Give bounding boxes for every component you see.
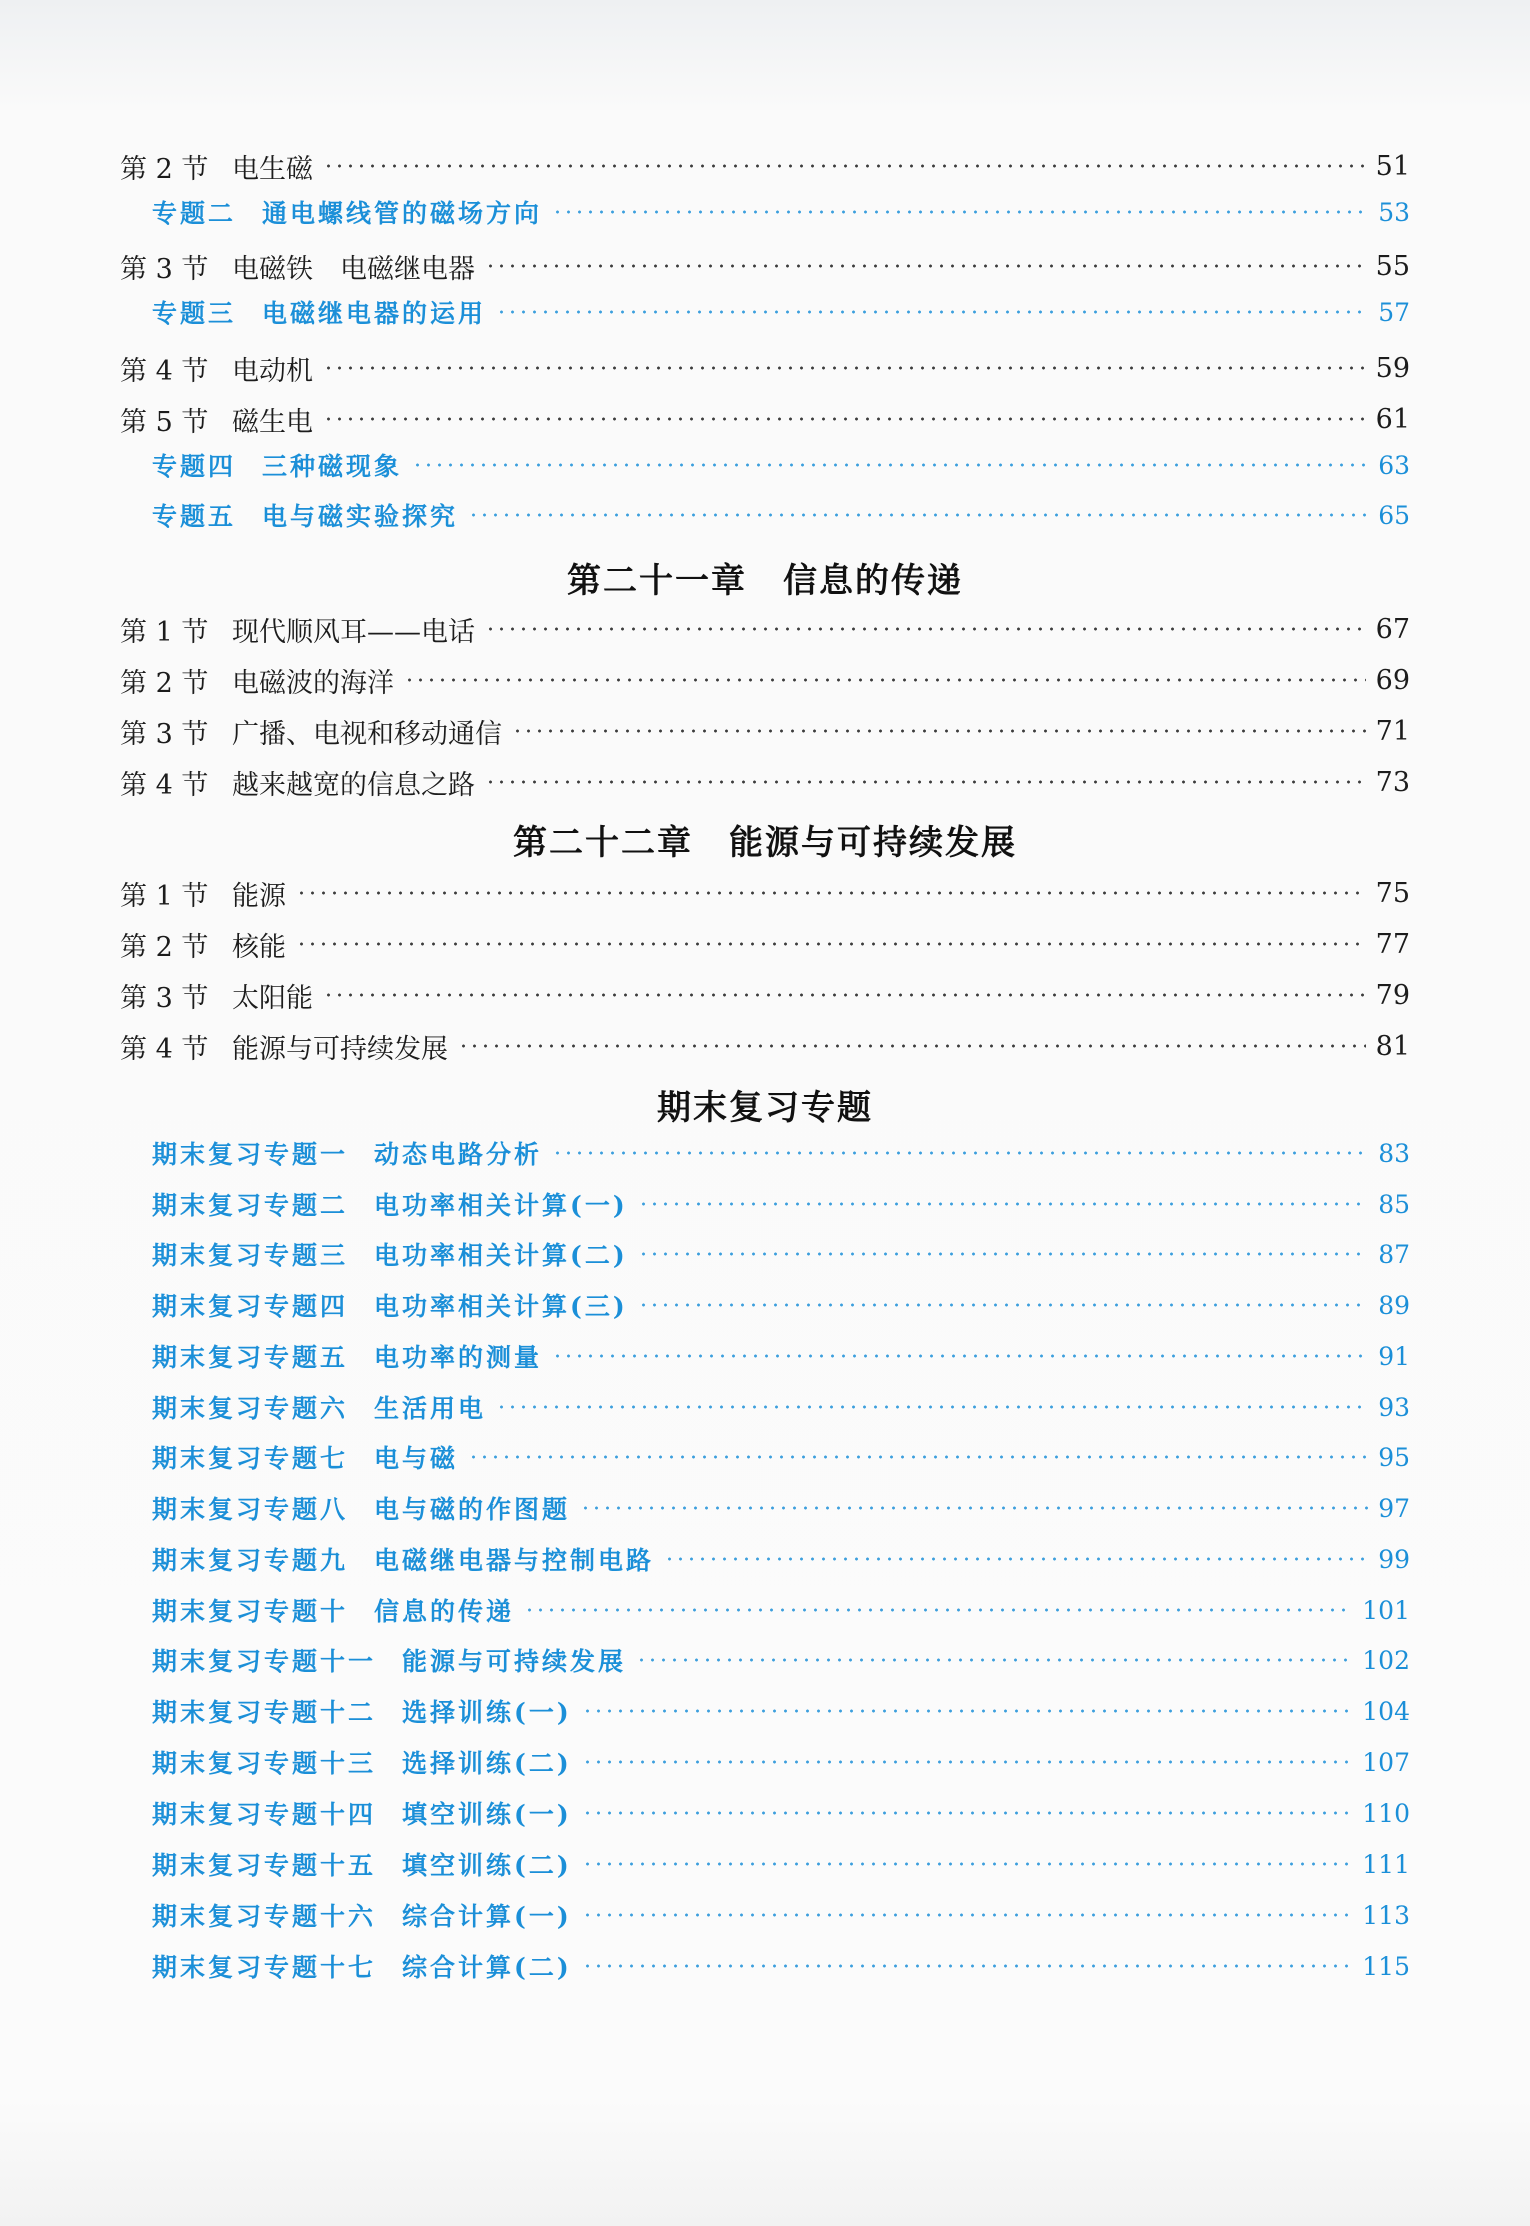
toc-entry[interactable]: [120, 607, 1410, 651]
entry-label: 期末复习专题七 电与磁: [152, 1444, 459, 1473]
entry-label: 第 1 节 现代顺风耳——电话: [120, 616, 475, 648]
page-number: 91: [1378, 1341, 1410, 1371]
page-number: 61: [1375, 403, 1410, 435]
toc-entry[interactable]: [120, 922, 1410, 966]
leader-dots: [638, 1303, 1369, 1307]
review-topic-entry[interactable]: [152, 1740, 1410, 1784]
leader-dots: [485, 627, 1366, 631]
leader-dots: [664, 1557, 1368, 1561]
entry-label: 期末复习专题十一 能源与可持续发展: [152, 1647, 627, 1676]
page-number: 85: [1378, 1189, 1410, 1219]
page-number: 77: [1375, 928, 1410, 960]
review-topic-entry[interactable]: [152, 1944, 1410, 1988]
entry-label: 期末复习专题十六 综合计算(一): [152, 1902, 572, 1931]
entry-label: 第 2 节 电磁波的海洋: [120, 667, 394, 699]
leader-dots: [323, 417, 1366, 421]
review-topic-entry[interactable]: [152, 1842, 1410, 1886]
toc-entry[interactable]: [120, 658, 1410, 702]
leader-dots: [582, 1760, 1353, 1764]
entry-label: 期末复习专题十 信息的传递: [152, 1597, 515, 1626]
review-topic-entry[interactable]: [152, 1638, 1410, 1682]
leader-dots: [552, 1354, 1368, 1358]
page-number: 102: [1362, 1645, 1410, 1675]
entry-label: 期末复习专题八 电与磁的作图题: [152, 1495, 571, 1524]
entry-label: 期末复习专题五 电功率的测量: [152, 1343, 543, 1372]
review-topic-entry[interactable]: [152, 1385, 1410, 1429]
entry-label: 第 3 节 广播、电视和移动通信: [120, 718, 502, 750]
leader-dots: [552, 1151, 1368, 1155]
entry-label: 期末复习专题十七 综合计算(二): [152, 1953, 572, 1982]
leader-dots: [582, 1964, 1353, 1968]
leader-dots: [468, 513, 1368, 517]
page-number: 55: [1375, 250, 1410, 282]
page-number: 113: [1362, 1900, 1410, 1930]
entry-label: 期末复习专题十三 选择训练(二): [152, 1749, 572, 1778]
leader-dots: [552, 210, 1368, 214]
review-topic-entry[interactable]: [152, 1893, 1410, 1937]
toc-entry[interactable]: [120, 397, 1410, 441]
entry-label: 期末复习专题十五 填空训练(二): [152, 1851, 572, 1880]
entry-label: 期末复习专题四 电功率相关计算(三): [152, 1292, 628, 1321]
page-number: 75: [1375, 877, 1410, 909]
toc-topic-entry[interactable]: [152, 443, 1410, 487]
leader-dots: [296, 942, 1366, 946]
leader-dots: [404, 678, 1366, 682]
leader-dots: [582, 1709, 1353, 1713]
page-number: 63: [1378, 450, 1410, 480]
leader-dots: [458, 1044, 1366, 1048]
leader-dots: [296, 891, 1366, 895]
review-topic-entry[interactable]: [152, 1232, 1410, 1276]
page-number: 57: [1378, 297, 1410, 327]
review-topic-entry[interactable]: [152, 1689, 1410, 1733]
entry-label: 期末复习专题十二 选择训练(一): [152, 1698, 572, 1727]
entry-label: 专题五 电与磁实验探究: [152, 502, 459, 531]
entry-label: 专题三 电磁继电器的运用: [152, 299, 487, 328]
entry-label: 第 2 节 核能: [120, 931, 286, 963]
page-number: 101: [1362, 1595, 1410, 1625]
leader-dots: [582, 1862, 1353, 1866]
page-number: 73: [1375, 766, 1410, 798]
leader-dots: [323, 993, 1366, 997]
leader-dots: [524, 1608, 1352, 1612]
leader-dots: [468, 1455, 1368, 1459]
review-topic-entry[interactable]: [152, 1283, 1410, 1327]
page-number: 115: [1362, 1951, 1410, 1981]
page-number: 69: [1375, 664, 1410, 696]
page-number: 83: [1378, 1138, 1410, 1168]
leader-dots: [636, 1658, 1352, 1662]
entry-label: 第 4 节 电动机: [120, 355, 313, 387]
page-number: 89: [1378, 1290, 1410, 1320]
review-topic-entry[interactable]: [152, 1791, 1410, 1835]
entry-label: 专题二 通电螺线管的磁场方向: [152, 199, 543, 228]
entry-label: 第 3 节 太阳能: [120, 982, 313, 1014]
entry-label: 第 3 节 电磁铁 电磁继电器: [120, 253, 475, 285]
leader-dots: [512, 729, 1366, 733]
toc-entry[interactable]: [120, 973, 1410, 1017]
page-number: 59: [1375, 352, 1410, 384]
toc-entry[interactable]: [120, 1024, 1410, 1068]
leader-dots: [485, 780, 1366, 784]
review-topic-entry[interactable]: [152, 1182, 1410, 1226]
toc-topic-entry[interactable]: [152, 290, 1410, 334]
review-heading: 期末复习专题: [657, 1088, 873, 1128]
page-number: 97: [1378, 1493, 1410, 1523]
page-number: 71: [1375, 715, 1410, 747]
review-topic-entry[interactable]: [152, 1131, 1410, 1175]
leader-dots: [496, 1405, 1368, 1409]
toc-entry[interactable]: [120, 346, 1410, 390]
toc-entry[interactable]: [120, 144, 1410, 188]
entry-label: 第 4 节 越来越宽的信息之路: [120, 769, 475, 801]
page-number: 67: [1375, 613, 1410, 645]
leader-dots: [496, 310, 1368, 314]
entry-label: 专题四 三种磁现象: [152, 452, 403, 481]
review-topic-entry[interactable]: [152, 1334, 1410, 1378]
entry-label: 期末复习专题六 生活用电: [152, 1394, 487, 1423]
toc-entry[interactable]: [120, 709, 1410, 753]
page-number: 95: [1378, 1442, 1410, 1472]
toc-topic-entry[interactable]: [152, 493, 1410, 537]
review-topic-entry[interactable]: [152, 1588, 1410, 1632]
leader-dots: [485, 264, 1366, 268]
page-number: 111: [1362, 1849, 1410, 1879]
toc-entry[interactable]: [120, 244, 1410, 288]
review-topic-entry[interactable]: [152, 1435, 1410, 1479]
entry-label: 期末复习专题十四 填空训练(一): [152, 1800, 572, 1829]
leader-dots: [580, 1506, 1368, 1510]
page-number: 65: [1378, 500, 1410, 530]
leader-dots: [638, 1202, 1369, 1206]
review-topic-entry[interactable]: [152, 1486, 1410, 1530]
review-topic-entry[interactable]: [152, 1537, 1410, 1581]
leader-dots: [412, 463, 1368, 467]
page-number: 79: [1375, 979, 1410, 1011]
leader-dots: [582, 1913, 1353, 1917]
chapter-heading: 第二十二章 能源与可持续发展: [513, 823, 1017, 863]
leader-dots: [582, 1811, 1353, 1815]
leader-dots: [323, 164, 1366, 168]
page-number: 53: [1378, 197, 1410, 227]
toc-entry[interactable]: [120, 760, 1410, 804]
entry-label: 第 4 节 能源与可持续发展: [120, 1033, 448, 1065]
leader-dots: [638, 1252, 1369, 1256]
entry-label: 第 1 节 能源: [120, 880, 286, 912]
entry-label: 期末复习专题一 动态电路分析: [152, 1140, 543, 1169]
leader-dots: [323, 366, 1366, 370]
page-number: 107: [1362, 1747, 1410, 1777]
entry-label: 期末复习专题三 电功率相关计算(二): [152, 1241, 628, 1270]
page-number: 51: [1375, 150, 1410, 182]
entry-label: 第 2 节 电生磁: [120, 153, 313, 185]
page-number: 87: [1378, 1239, 1410, 1269]
entry-label: 期末复习专题二 电功率相关计算(一): [152, 1191, 628, 1220]
entry-label: 期末复习专题九 电磁继电器与控制电路: [152, 1546, 655, 1575]
page-number: 81: [1375, 1030, 1410, 1062]
page-number: 104: [1362, 1696, 1410, 1726]
page-number: 110: [1362, 1798, 1410, 1828]
chapter-heading: 第二十一章 信息的传递: [567, 561, 963, 601]
toc-entry[interactable]: [120, 871, 1410, 915]
toc-topic-entry[interactable]: [152, 190, 1410, 234]
page-number: 93: [1378, 1392, 1410, 1422]
page-number: 99: [1378, 1544, 1410, 1574]
entry-label: 第 5 节 磁生电: [120, 406, 313, 438]
